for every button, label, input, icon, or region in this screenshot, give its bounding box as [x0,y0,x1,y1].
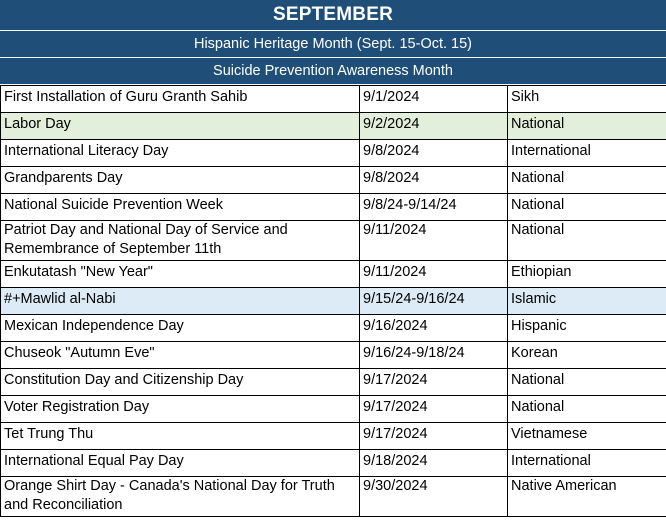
event-date: 9/16/24-9/18/24 [360,342,508,369]
event-name: Labor Day [1,113,360,140]
table-row [1,342,666,369]
event-date: 9/18/2024 [360,450,508,477]
table-row [1,477,666,517]
event-name: Constitution Day and Citizenship Day [1,369,360,396]
event-category: International [508,140,666,167]
event-date: 9/30/2024 [360,477,508,517]
event-name: Patriot Day and National Day of Service and Remembrance of September 11th [1,221,360,261]
table-row [1,288,666,315]
observance-table [0,85,666,517]
event-category: Sikh [508,86,666,113]
table-row [1,86,666,113]
table-row [1,423,666,450]
event-date: 9/8/2024 [360,140,508,167]
event-category: National [508,194,666,221]
event-category: National [508,113,666,140]
event-date: 9/8/24-9/14/24 [360,194,508,221]
event-name: International Equal Pay Day [1,450,360,477]
event-name: #+Mawlid al-Nabi [1,288,360,315]
event-name: First Installation of Guru Granth Sahib [1,86,360,113]
event-date: 9/17/2024 [360,369,508,396]
event-category: Korean [508,342,666,369]
event-name: Orange Shirt Day - Canada's National Day for Truth and Reconciliation [1,477,360,517]
event-date: 9/2/2024 [360,113,508,140]
table-row [1,369,666,396]
event-date: 9/8/2024 [360,167,508,194]
table-row [1,221,666,261]
event-name: Tet Trung Thu [1,423,360,450]
event-category: Islamic [508,288,666,315]
event-name: National Suicide Prevention Week [1,194,360,221]
event-name: International Literacy Day [1,140,360,167]
event-date: 9/16/2024 [360,315,508,342]
event-date: 9/1/2024 [360,86,508,113]
event-category: National [508,167,666,194]
table-row [1,113,666,140]
event-date: 9/11/2024 [360,221,508,261]
event-name: Voter Registration Day [1,396,360,423]
event-category: Hispanic [508,315,666,342]
table-row [1,140,666,167]
event-date: 9/15/24-9/16/24 [360,288,508,315]
event-category: Ethiopian [508,261,666,288]
month-title: SEPTEMBER [0,0,666,31]
table-row [1,167,666,194]
event-date: 9/17/2024 [360,396,508,423]
event-name: Mexican Independence Day [1,315,360,342]
event-category: National [508,221,666,261]
observance-hispanic-heritage: Hispanic Heritage Month (Sept. 15-Oct. 15) [0,31,666,58]
observance-suicide-prevention: Suicide Prevention Awareness Month [0,58,666,85]
event-category: Vietnamese [508,423,666,450]
table-row [1,315,666,342]
event-category: International [508,450,666,477]
event-name: Grandparents Day [1,167,360,194]
table-row [1,450,666,477]
event-category: National [508,369,666,396]
event-date: 9/17/2024 [360,423,508,450]
event-name: Enkutatash "New Year" [1,261,360,288]
table-row [1,194,666,221]
event-name: Chuseok "Autumn Eve" [1,342,360,369]
event-category: National [508,396,666,423]
event-category: Native American [508,477,666,517]
event-date: 9/11/2024 [360,261,508,288]
table-row [1,261,666,288]
table-row [1,396,666,423]
